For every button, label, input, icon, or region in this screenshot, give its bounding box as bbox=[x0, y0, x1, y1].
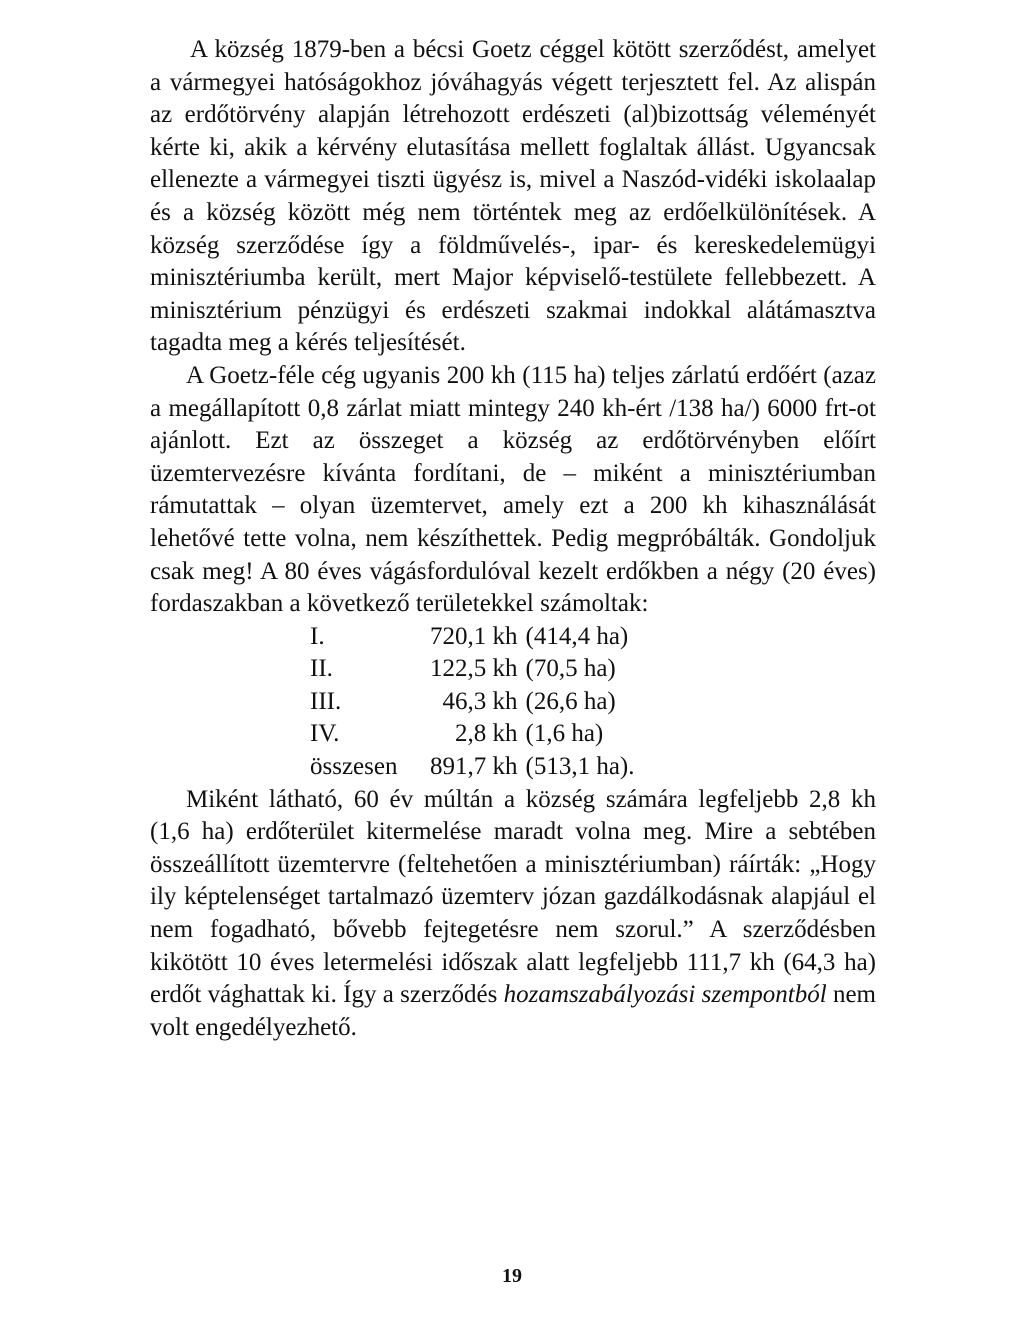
period-label: III. bbox=[310, 687, 342, 715]
area-kh: 46,3 kh bbox=[442, 687, 518, 715]
area-ha: (70,5 ha) bbox=[525, 655, 616, 683]
conclusion-text: Miként látható, 60 év múltán a község számára legfeljebb 2,8 kh (1,6 ha) erdőterület kitermelése maradt volna meg. Mire a sebtében összeállított üzemtervre (feltehetően a minisztériumban) ráírták: „Hogy ily képtelenséget tartalmazó üzemterv józan gazdálkodásnak alapjául el nem fogadható, bővebb fejtegetésre nem szorul.” A szerződésben kikötött 10 éves letermelési időszak alatt legfeljebb 111,7 kh (64,3 ha) erdőt vághattak ki. Így a szerződés bbox=[150, 785, 876, 1009]
area-kh: 720,1 kh bbox=[430, 622, 518, 650]
paragraph-contract: A község 1879-ben a bécsi Goetz céggel kötött szerződést, amelyet a vármegyei hatóságokhoz jóváhagyás végett terjesztett fel. Az alispán az erdőtörvény alapján létrehozott erdészeti (al)bizottság véleményét kérte ki, akik a kérvény elutasítása mellett foglaltak állást. Ugyancsak ellenezte a vármegyei tiszti ügyész is, mivel a Naszód-vidéki iskolaalap és a község között még nem történtek meg az erdőelkülönítések. A község szerződése így a földművelés-, ipar- és kereskedelemügyi minisztériumba került, mert Major képviselő-testülete fellebbezett. A minisztérium pénzügyi és erdészeti szakmai indokkal alátámasztva tagadta meg a kérés teljesítését. bbox=[150, 36, 876, 357]
area-ha: (26,6 ha) bbox=[525, 687, 616, 715]
period-label: IV. bbox=[310, 720, 340, 748]
page-number: 19 bbox=[502, 1265, 522, 1287]
area-table bbox=[310, 621, 635, 784]
area-kh: 2,8 kh bbox=[455, 720, 518, 748]
page-body bbox=[150, 34, 876, 1044]
conclusion-ending: nem volt engedélyezhető. bbox=[150, 981, 877, 1041]
area-ha: (1,6 ha) bbox=[525, 720, 604, 748]
conclusion-emphasis: hozamszabályozási szempontból bbox=[503, 981, 827, 1009]
table-row bbox=[310, 621, 635, 654]
total-kh: 891,7 kh bbox=[430, 753, 518, 781]
total-label: összesen bbox=[310, 753, 398, 781]
area-kh: 122,5 kh bbox=[430, 655, 518, 683]
period-label: II. bbox=[310, 655, 333, 683]
area-ha: (414,4 ha) bbox=[525, 622, 629, 650]
table-row bbox=[310, 653, 635, 686]
table-row bbox=[310, 718, 635, 751]
paragraph-goetz-offer: A Goetz-féle cég ugyanis 200 kh (115 ha) teljes zárlatú erdőért (azaz a megállapított 0,8 zárlat miatt mintegy 240 kh-ért /138 ha/) 6000 frt-ot ajánlott. Ezt az összeget a község az erdőtörvényben előírt üzemtervezésre kívánta fordítani, de – miként a minisztériumban rámutattak – olyan üzemtervet, amely ezt a 200 kh kihasználását lehetővé tette volna, nem készíthettek. Pedig megpróbálták. Gondoljuk csak meg! A 80 éves vágásfordulóval kezelt erdőkben a négy (20 éves) fordaszakban a következő területekkel számoltak: bbox=[150, 361, 876, 618]
paragraph-conclusion bbox=[150, 784, 876, 1045]
total-ha: (513,1 ha). bbox=[525, 753, 635, 781]
table-row bbox=[310, 686, 635, 719]
period-label: I. bbox=[310, 622, 325, 650]
table-total-row bbox=[310, 751, 635, 784]
